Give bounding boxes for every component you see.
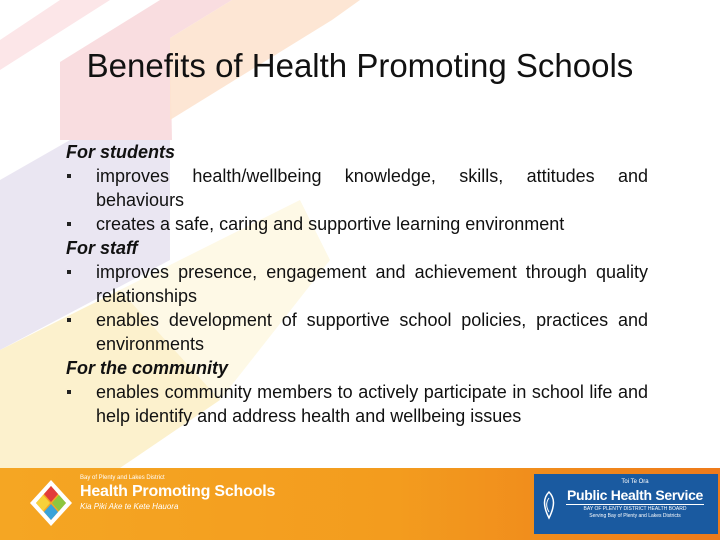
list-item xyxy=(66,212,648,236)
slide-title: Benefits of Health Promoting Schools xyxy=(86,47,634,84)
section-heading: For students xyxy=(66,142,176,162)
list-item xyxy=(66,380,648,428)
list-item xyxy=(66,164,648,212)
section-heading: For staff xyxy=(66,238,138,258)
bullet-text: enables development of supportive school policies, practices and environments xyxy=(96,310,648,354)
benefits-content xyxy=(66,140,648,428)
bullet-icon xyxy=(67,270,71,274)
section-staff xyxy=(66,236,648,356)
phs-kicker: Toi Te Ora xyxy=(621,479,649,485)
bullet-icon xyxy=(67,318,71,322)
bullet-text: enables community members to actively participate in school life and help identify and address health and wellbeing issues xyxy=(96,382,648,426)
hps-name: Health Promoting Schools xyxy=(80,483,276,500)
phs-name: Public Health Service xyxy=(566,487,704,503)
hps-subtitle: Bay of Plenty and Lakes District xyxy=(80,475,165,481)
section-heading: For the community xyxy=(66,358,229,378)
phs-emblem-icon xyxy=(540,490,558,520)
phs-line2: Serving Bay of Plenty and Lakes Districts xyxy=(589,513,681,519)
bullet-text: creates a safe, caring and supportive learning environment xyxy=(96,214,565,234)
bullet-icon xyxy=(67,222,71,226)
hps-tagline: Kia Piki Ake te Kete Hauora xyxy=(80,502,179,511)
hps-logo-icon xyxy=(28,478,74,528)
list-item xyxy=(66,260,648,308)
phs-logo-text xyxy=(560,478,710,520)
hps-logo-text xyxy=(80,474,275,512)
section-students xyxy=(66,140,648,236)
bullet-icon xyxy=(67,174,71,178)
phs-divider xyxy=(566,504,704,505)
bullet-text: improves health/wellbeing knowledge, skills, attitudes and behaviours xyxy=(96,166,648,210)
bullet-text: improves presence, engagement and achievement through quality relationships xyxy=(96,262,648,306)
phs-line1: BAY OF PLENTY DISTRICT HEALTH BOARD xyxy=(583,506,687,512)
section-community xyxy=(66,356,648,428)
bullet-icon xyxy=(67,390,71,394)
list-item xyxy=(66,308,648,356)
